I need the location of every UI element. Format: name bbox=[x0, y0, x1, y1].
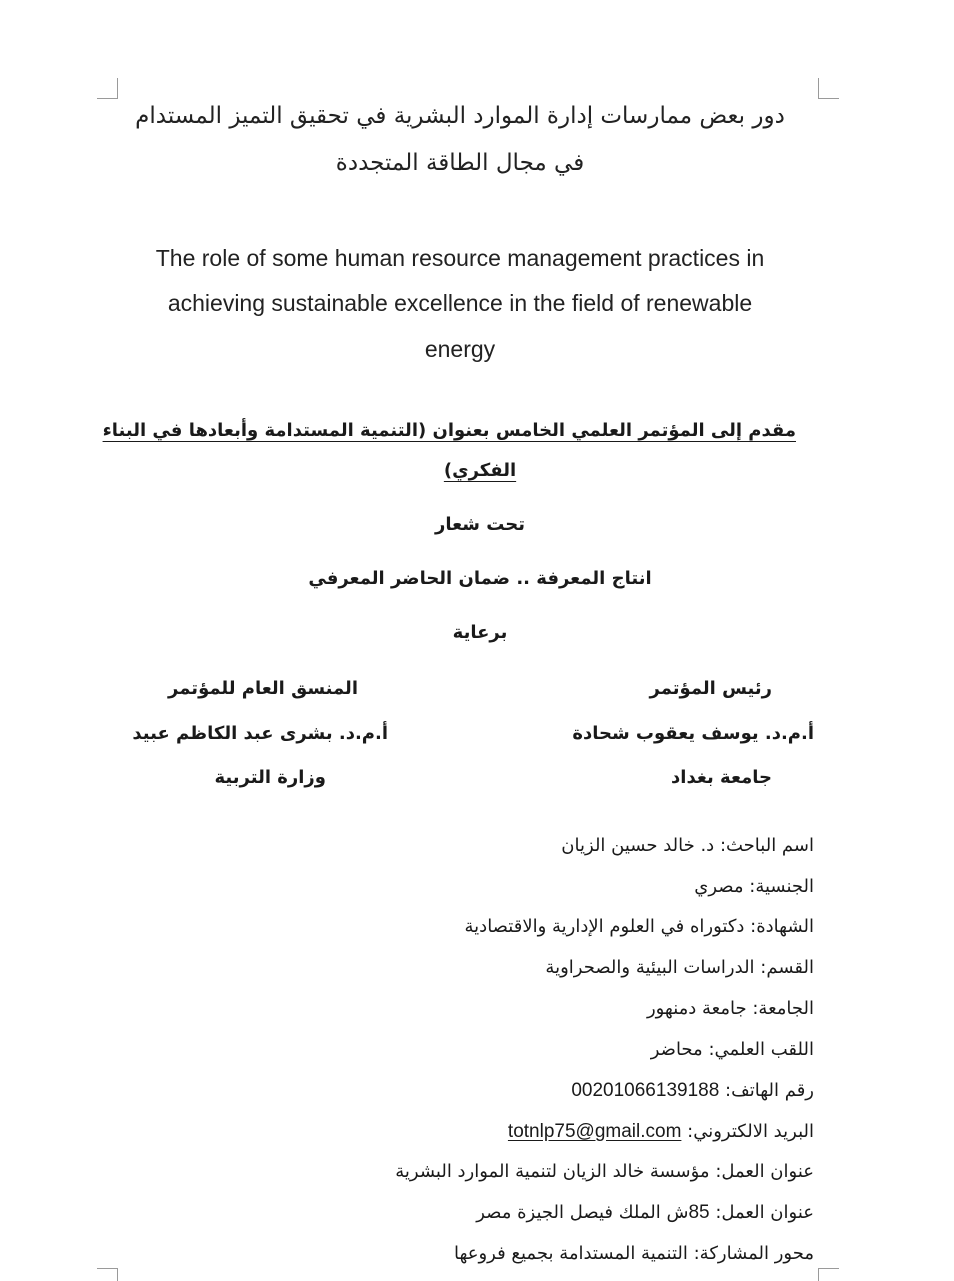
department-label: القسم: bbox=[760, 957, 814, 978]
coordinator-role: المنسق العام للمؤتمر bbox=[168, 678, 358, 699]
phone-label: رقم الهاتف: bbox=[725, 1080, 814, 1101]
work: مؤسسة خالد الزيان لتنمية الموارد البشرية bbox=[395, 1161, 710, 1182]
academic-title: محاضر bbox=[650, 1039, 703, 1060]
nationality-label: الجنسية: bbox=[749, 876, 814, 897]
title-english-line2: achieving sustainable excellence in the field of renewable bbox=[167, 290, 753, 316]
academic-title-label: اللقب العلمي: bbox=[708, 1039, 814, 1060]
title-english-line1: The role of some human resource management practices in bbox=[155, 245, 765, 271]
university-row bbox=[647, 998, 814, 1019]
title-arabic-line1: دور بعض ممارسات إدارة الموارد البشرية في تحقيق التميز المستدام bbox=[135, 103, 785, 129]
address-number: 85 bbox=[688, 1202, 710, 1223]
work-row bbox=[395, 1161, 814, 1182]
academic-title-row bbox=[651, 1039, 814, 1060]
degree: دكتوراه في العلوم الإدارية والاقتصادية bbox=[464, 916, 745, 937]
email-label: البريد الالكتروني: bbox=[687, 1121, 814, 1142]
nationality-row bbox=[694, 876, 814, 897]
degree-label: الشهادة: bbox=[750, 916, 814, 937]
email-link[interactable]: totnlp75@gmail.com bbox=[507, 1121, 682, 1142]
axis: التنمية المستدامة بجميع فروعها bbox=[453, 1243, 688, 1264]
axis-label: محور المشاركة: bbox=[693, 1243, 814, 1264]
margin-corner-top-right bbox=[818, 78, 839, 99]
margin-corner-bottom-right bbox=[818, 1268, 839, 1281]
margin-corner-bottom-left bbox=[97, 1268, 118, 1281]
axis-row bbox=[454, 1243, 814, 1264]
sponsorship-label: برعاية bbox=[452, 622, 508, 643]
coordinator-org: وزارة التربية bbox=[214, 767, 326, 788]
university-label: الجامعة: bbox=[752, 998, 814, 1019]
slogan-label: تحت شعار bbox=[434, 514, 526, 535]
address-row bbox=[476, 1202, 814, 1224]
title-arabic-line2: في مجال الطاقة المتجددة bbox=[335, 150, 585, 176]
chair-role: رئيس المؤتمر bbox=[649, 678, 772, 699]
conference-line1: مقدم إلى المؤتمر العلمي الخامس بعنوان (التنمية المستدامة وأبعادها في البناء bbox=[102, 420, 796, 441]
work-label: عنوان العمل: bbox=[715, 1161, 814, 1182]
nationality: مصري bbox=[694, 876, 744, 897]
title-english-line3: energy bbox=[424, 336, 496, 362]
phone-number: 00201066139188 bbox=[571, 1080, 720, 1101]
phone-row bbox=[571, 1080, 814, 1102]
address: ش الملك فيصل الجيزة مصر bbox=[476, 1202, 689, 1223]
email-row bbox=[508, 1121, 814, 1143]
margin-corner-top-left bbox=[97, 78, 118, 99]
conference-line2: الفكري) bbox=[443, 460, 517, 481]
address-label: عنوان العمل: bbox=[715, 1202, 814, 1223]
researcher-name-label: اسم الباحث: bbox=[719, 835, 814, 856]
slogan: انتاج المعرفة .. ضمان الحاضر المعرفي bbox=[308, 568, 652, 589]
researcher-name: د. خالد حسين الزيان bbox=[561, 835, 715, 856]
researcher-name-row bbox=[561, 835, 814, 856]
department-row bbox=[545, 957, 814, 978]
university: جامعة دمنهور bbox=[646, 998, 747, 1019]
chair-name: أ.م.د. يوسف يعقوب شحادة bbox=[572, 723, 814, 744]
coordinator-name: أ.م.د. بشرى عبد الكاظم عبيد bbox=[132, 723, 388, 744]
degree-row bbox=[465, 916, 814, 937]
department: الدراسات البيئية والصحراوية bbox=[545, 957, 755, 978]
chair-org: جامعة بغداد bbox=[671, 767, 772, 788]
